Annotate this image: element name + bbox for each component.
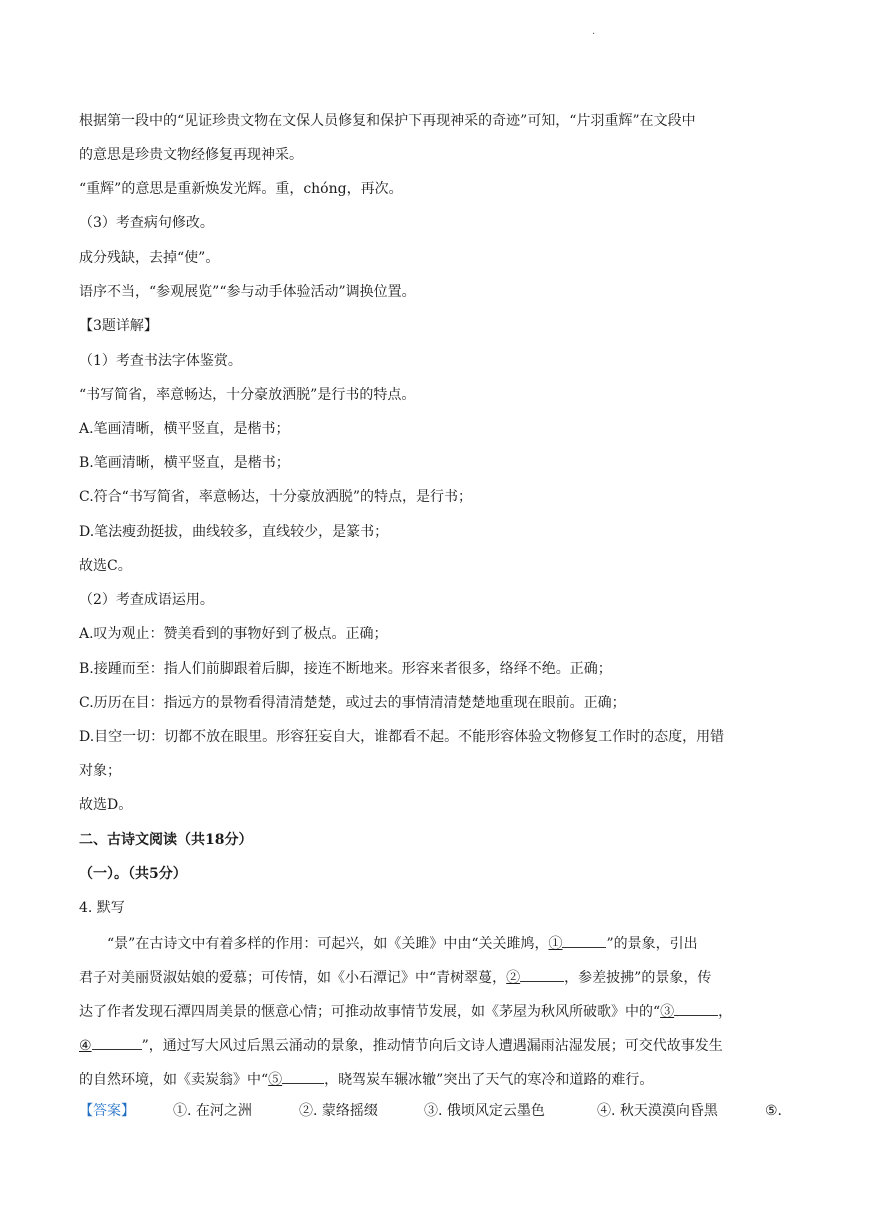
option-line: C.历历在目：指远方的景物看得清清楚楚，或过去的事情清清楚楚地重现在眼前。正确；	[79, 695, 626, 711]
text-line: 故选D。	[79, 797, 133, 813]
text-line: 故选C。	[79, 558, 132, 574]
blank-number: ①	[548, 936, 563, 952]
blank-number: ④	[79, 1038, 92, 1054]
answer-tag: 【答案】	[79, 1103, 135, 1119]
option-line: D.笔法瘦劲挺拔，曲线较多，直线较少，是篆书；	[79, 524, 389, 540]
text-line: “重辉”的意思是重新焕发光辉。重，chóng，再次。	[79, 181, 403, 197]
fill-blank	[92, 1034, 142, 1050]
text-line: 成分残缺，去掉“使”。	[79, 250, 220, 266]
text-line: （1）考查书法字体鉴赏。	[79, 353, 242, 369]
option-line: C.符合“书写简省，率意畅达，十分豪放洒脱”的特点，是行书；	[79, 489, 472, 505]
option-line: B.接踵而至：指人们前脚跟着后脚，接连不断地来。形容来者很多，络绎不绝。正确；	[79, 661, 612, 677]
blank-number: ⑤	[268, 1072, 283, 1088]
answer-item: ②. 蒙络摇缀	[299, 1103, 378, 1119]
paragraph-line: ④ ”，通过写大风过后黑云涌动的景象，推动情节向后文诗人遭遇漏雨沾湿发展；可交代故事发生	[79, 1034, 723, 1054]
text-line: 语序不当，“参观展览”“参与动手体验活动”调换位置。	[79, 284, 416, 300]
answer-item: ③. 俄顷风定云墨色	[424, 1103, 545, 1119]
paragraph-line: 达了作者发现石潭四周美景的惬意心情；可推动故事情节发展，如《茅屋为秋风所破歌》中的“③ ，	[79, 1000, 732, 1020]
option-line: D.目空一切：切都不放在眼里。形容狂妄自大，谁都看不起。不能形容体验文物修复工作时的态度，用错	[79, 729, 725, 745]
text-line: 的意思是珍贵文物经修复再现神采。	[79, 147, 303, 163]
subsection-title: （一）。（共5分）	[79, 866, 187, 882]
option-line: B.笔画清晰，横平竖直，是楷书；	[79, 455, 290, 471]
option-line: A.笔画清晰，横平竖直，是楷书；	[79, 421, 290, 437]
answer-item: ①. 在河之洲	[173, 1103, 252, 1119]
fill-blank	[282, 1068, 324, 1084]
text-line: 对象；	[79, 763, 121, 779]
fill-blank	[520, 966, 564, 982]
paragraph-line: 的自然环境，如《卖炭翁》中“⑤ ，晓驾炭车辗冰辙”突出了天气的寒冷和道路的难行。	[79, 1068, 653, 1088]
option-line: A.叹为观止：赞美看到的事物好到了极点。正确；	[79, 626, 388, 642]
answer-item: ⑤.	[765, 1103, 783, 1119]
fill-blank	[562, 932, 606, 948]
section-title: 二、古诗文阅读（共18分）	[79, 832, 253, 848]
question-title: 4. 默写	[79, 900, 125, 916]
text-line: “书写简省，率意畅达，十分豪放洒脱”是行书的特点。	[79, 387, 416, 403]
paragraph-line: 君子对美丽贤淑姑娘的爱慕；可传情，如《小石潭记》中“青树翠蔓，② ，参差披拂”的景象，传	[79, 966, 711, 986]
fill-blank	[674, 1000, 718, 1016]
paragraph-line: “景”在古诗文中有着多样的作用：可起兴，如《关雎》中由“关关雎鸠，① ”的景象，引出	[107, 932, 698, 952]
blank-number: ②	[506, 970, 521, 986]
answer-item: ④. 秋天漠漠向昏黑	[597, 1103, 718, 1119]
text-line: （3）考查病句修改。	[79, 215, 214, 231]
text-line: 根据第一段中的“见证珍贵文物在文保人员修复和保护下再现神采的奇迹”可知，“片羽重辉”在文段中	[79, 113, 696, 129]
text-line: （2）考查成语运用。	[79, 592, 214, 608]
section-heading: 【3题详解】	[79, 318, 158, 334]
header-dot: .	[592, 26, 596, 37]
blank-number: ③	[660, 1004, 675, 1020]
